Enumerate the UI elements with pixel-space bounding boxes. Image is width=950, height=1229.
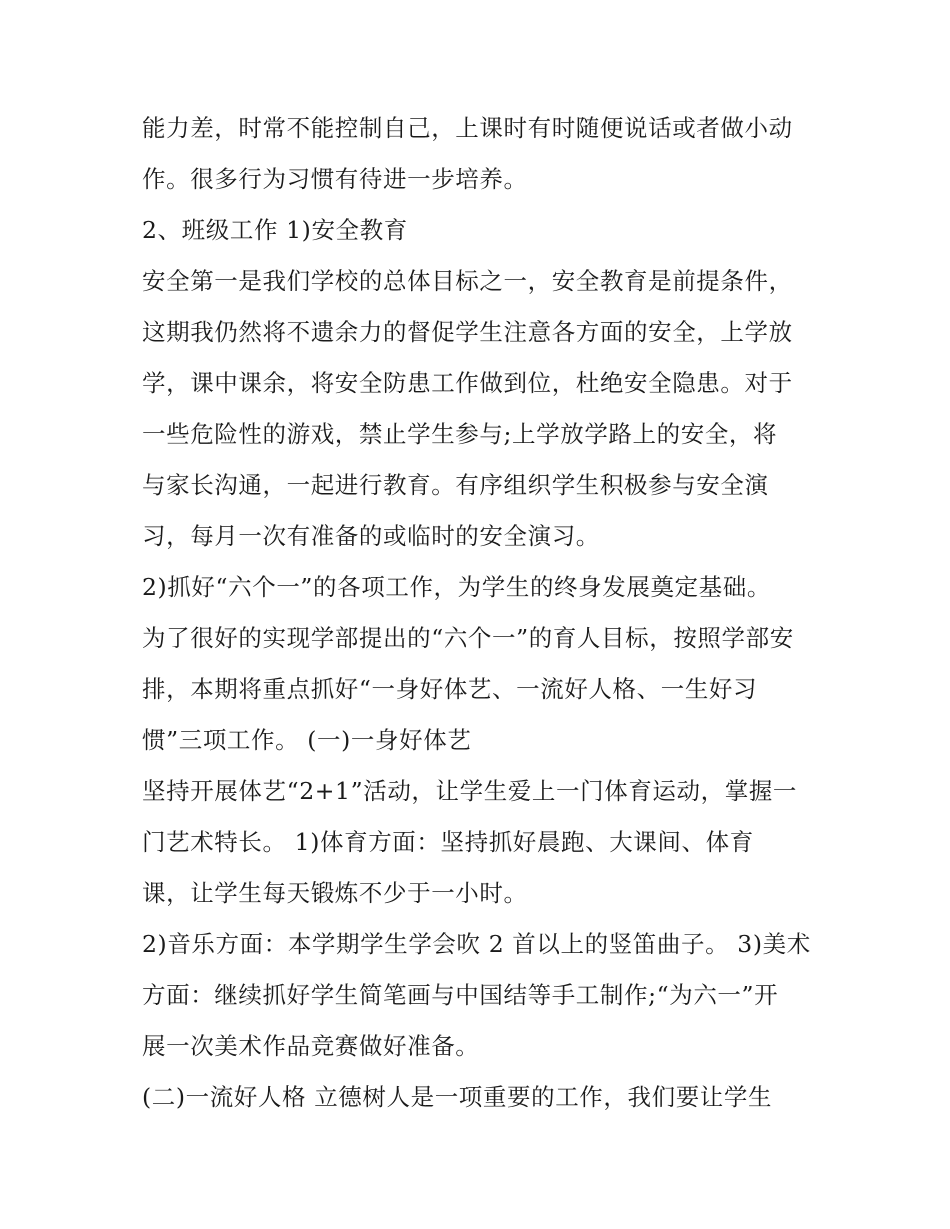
text-line: 课，让学生每天锻炼不少于一小时。 [142, 879, 528, 907]
text-line: 2)音乐方面：本学期学生学会吹 2 首以上的竖笛曲子。 3)美术 [142, 930, 811, 958]
text-line: 坚持开展体艺“2+1”活动，让学生爱上一门体育运动，掌握一 [142, 777, 798, 805]
text-line: 安全第一是我们学校的总体目标之一，安全教育是前提条件， [142, 267, 793, 295]
section-heading: 2、班级工作 1)安全教育 [142, 216, 408, 244]
text-line: 展一次美术作品竞赛做好准备。 [142, 1032, 480, 1060]
text-line: 门艺术特长。 1)体育方面：坚持抓好晨跑、大课间、体育 [142, 828, 754, 856]
text-line: 学，课中课余，将安全防患工作做到位，杜绝安全隐患。对于 [142, 369, 793, 397]
text-line: 与家长沟通，一起进行教育。有序组织学生积极参与安全演 [142, 471, 769, 499]
text-line: (二)一流好人格 立德树人是一项重要的工作，我们要让学生 [142, 1083, 773, 1111]
text-line: 方面：继续抓好学生简笔画与中国结等手工制作;“为六一”开 [142, 981, 779, 1009]
text-line: 一些危险性的游戏，禁止学生参与;上学放学路上的安全，将 [142, 420, 778, 448]
text-line: 能力差，时常不能控制自己，上课时有时随便说话或者做小动 [142, 114, 793, 142]
text-line: 作。很多行为习惯有待进一步培养。 [142, 165, 528, 193]
text-line: 惯”三项工作。 (一)一身好体艺 [142, 726, 472, 754]
text-line: 为了很好的实现学部提出的“六个一”的育人目标，按照学部安 [142, 624, 794, 652]
text-line: 这期我仍然将不遗余力的督促学生注意各方面的安全，上学放 [142, 318, 793, 346]
text-line: 排，本期将重点抓好“一身好体艺、一流好人格、一生好习 [142, 675, 758, 703]
text-line: 2)抓好“六个一”的各项工作，为学生的终身发展奠定基础。 [142, 573, 771, 601]
text-line: 习，每月一次有准备的或临时的安全演习。 [142, 522, 600, 550]
